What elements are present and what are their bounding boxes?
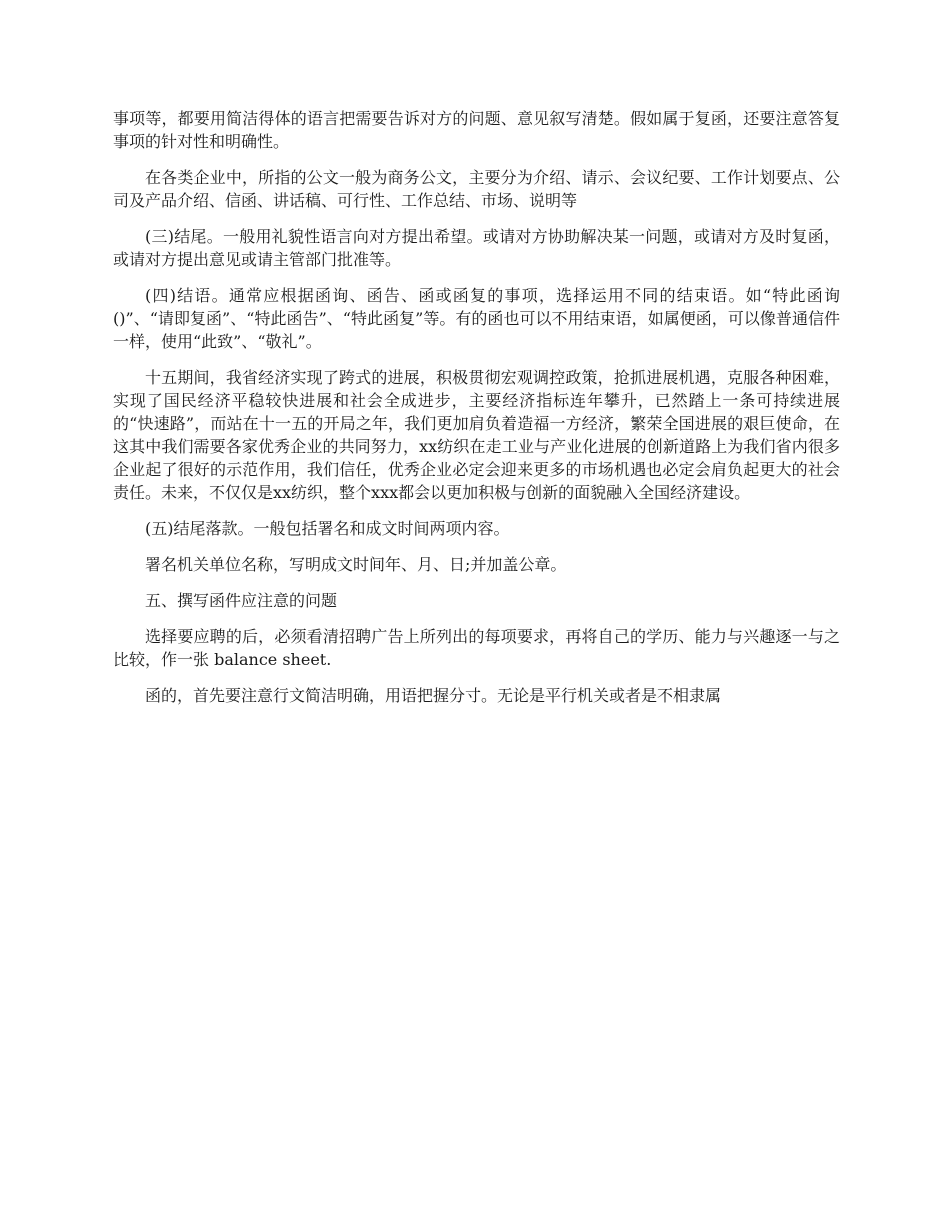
paragraph-2: 在各类企业中，所指的公文一般为商务公文，主要分为介绍、请示、会议纪要、工作计划要点、公司及产品介绍、信函、讲话稿、可行性、工作总结、市场、说明等 — [113, 168, 840, 210]
paragraph-10: 函的，首先要注意行文简洁明确，用语把握分寸。无论是平行机关或者是不相隶属 — [145, 686, 722, 705]
paragraph-1: 事项等，都要用简洁得体的语言把需要告诉对方的问题、意见叙写清楚。假如属于复函，还要注意答复事项的针对性和明确性。 — [113, 109, 840, 151]
paragraph-4: (四)结语。通常应根据函询、函告、函或函复的事项，选择运用不同的结束语。如“特此函询()”、“请即复函”、“特此函告”、“特此函复”等。有的函也可以不用结束语，如属便函，可以像普通信件一样，使用“此致”、“敬礼”。 — [113, 286, 840, 351]
paragraph-5: 十五期间，我省经济实现了跨式的进展，积极贯彻宏观调控政策，抢抓进展机遇，克服各种困难，实现了国民经济平稳较快进展和社会全成进步，主要经济指标连年攀升，已然踏上一条可持续进展的“快速路”，而站在十一五的开局之年，我们更加肩负着造福一方经济，繁荣全国进展的艰巨使命，在这其中我们需要各家优秀企业的共同努力，xx纺织在走工业与产业化进展的创新道路上为我们省内很多企业起了很好的示范作用，我们信任，优秀企业必定会迎来更多的市场机遇也必定会肩负起更大的社会责任。未来，不仅仅是xx纺织，整个xxx都会以更加积极与创新的面貌融入全国经济建设。 — [113, 368, 840, 502]
paragraph-3: (三)结尾。一般用礼貌性语言向对方提出希望。或请对方协助解决某一问题，或请对方及时复函，或请对方提出意见或请主管部门批准等。 — [113, 227, 840, 269]
section-heading: 五、撰写函件应注意的问题 — [145, 591, 338, 610]
paragraph-9: 选择要应聘的后，必须看清招聘广告上所列出的每项要求，再将自己的学历、能力与兴趣逐一与之比较，作一张 balance sheet. — [113, 627, 840, 669]
paragraph-6: (五)结尾落款。一般包括署名和成文时间两项内容。 — [145, 519, 510, 538]
document-body — [113, 107, 840, 720]
paragraph-7: 署名机关单位名称，写明成文时间年、月、日;并加盖公章。 — [145, 555, 567, 574]
